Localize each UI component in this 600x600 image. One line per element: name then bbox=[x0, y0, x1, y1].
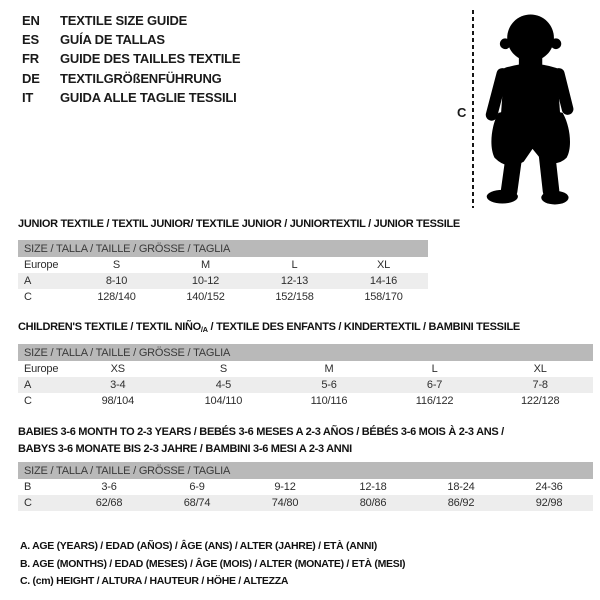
age-cell: 8-10 bbox=[72, 273, 161, 289]
table-row bbox=[18, 257, 428, 273]
table-row bbox=[18, 289, 428, 305]
height-cell: 152/158 bbox=[275, 291, 314, 303]
size-cell: M bbox=[201, 259, 210, 271]
size-cell: M bbox=[324, 363, 334, 375]
table-header-row bbox=[18, 462, 593, 479]
language-code: EN bbox=[22, 13, 40, 28]
footnote-c: C. (cm) HEIGHT / ALTURA / HAUTEUR / HÖHE / ALTEZZA bbox=[20, 575, 289, 587]
size-cell: XL bbox=[376, 259, 391, 271]
height-cell: 80/86 bbox=[329, 495, 417, 511]
table-row bbox=[18, 273, 428, 289]
age-cell: 3-6 bbox=[101, 481, 117, 493]
size-header-cell: SIZE / TALLA / TAILLE / GRÖSSE / TAGLIA bbox=[18, 344, 593, 361]
size-cell: XS bbox=[110, 363, 125, 375]
babies-size-table bbox=[18, 462, 593, 511]
height-cell: 116/122 bbox=[415, 395, 454, 407]
size-cell: S bbox=[219, 363, 227, 375]
height-cell: 62/68 bbox=[65, 495, 153, 511]
language-label: TEXTILE SIZE GUIDE bbox=[60, 13, 188, 28]
size-cell: S bbox=[112, 259, 121, 271]
height-cell: 104/110 bbox=[204, 395, 243, 407]
row-label-cell: Europe bbox=[24, 259, 59, 271]
age-cell: 6-7 bbox=[382, 377, 488, 393]
height-cell: 110/116 bbox=[310, 395, 348, 407]
title-part: / TEXTILE DES ENFANTS / KINDERTEXTIL / BAMBINI TESSILE bbox=[207, 321, 520, 333]
height-cell: 92/98 bbox=[505, 495, 593, 511]
row-label-cell: A bbox=[18, 377, 65, 393]
footnotes bbox=[20, 538, 405, 591]
language-code: IT bbox=[22, 89, 34, 105]
babies-title-line2: BABYS 3-6 MONATE BIS 2-3 JAHRE / BAMBINI 3-6 MESI A 2-3 ANNI bbox=[18, 442, 352, 455]
babies-title-line1: BABIES 3-6 MONTH TO 2-3 YEARS / BEBÉS 3-6 MESES A 2-3 AÑOS / BÉBÉS 3-6 MOIS À 2-3 ANS / bbox=[18, 426, 504, 438]
height-cell: 122/128 bbox=[521, 395, 560, 407]
babies-table-title bbox=[18, 424, 504, 457]
age-cell: 24-36 bbox=[535, 481, 563, 493]
size-header-cell: SIZE / TALLA / TAILLE / GRÖSSE / TAGLIA bbox=[18, 462, 593, 479]
table-row bbox=[18, 377, 593, 393]
size-cell: L bbox=[431, 363, 438, 375]
size-header-cell: SIZE / TALLA / TAILLE / GRÖSSE / TAGLIA bbox=[18, 240, 428, 257]
height-cell: 158/170 bbox=[364, 291, 403, 303]
table-row bbox=[18, 393, 593, 409]
age-cell: 6-9 bbox=[189, 481, 205, 493]
age-cell: 3-4 bbox=[65, 377, 171, 393]
height-cell: 98/104 bbox=[101, 395, 135, 407]
language-label: TEXTILGRÖßENFÜHRUNG bbox=[60, 70, 222, 86]
height-cell: 68/74 bbox=[153, 495, 241, 511]
age-cell: 12-18 bbox=[359, 481, 387, 493]
children-size-table bbox=[18, 344, 593, 409]
junior-size-table bbox=[18, 240, 428, 305]
height-cell: 86/92 bbox=[417, 495, 505, 511]
size-cell: XL bbox=[533, 363, 547, 375]
language-label: GUÍA DE TALLAS bbox=[60, 32, 165, 48]
table-row bbox=[18, 361, 593, 377]
age-cell: 18-24 bbox=[447, 481, 475, 493]
junior-table-title: JUNIOR TEXTILE / TEXTIL JUNIOR/ TEXTILE JUNIOR / JUNIORTEXTIL / JUNIOR TESSILE bbox=[18, 218, 460, 230]
table-row bbox=[18, 479, 593, 495]
language-label: GUIDA ALLE TAGLIE TESSILI bbox=[60, 89, 237, 105]
row-label-cell: A bbox=[18, 273, 72, 289]
age-cell: 12-13 bbox=[250, 273, 339, 289]
age-cell: 4-5 bbox=[171, 377, 277, 393]
row-label-cell: C bbox=[18, 495, 65, 511]
row-label-cell: C bbox=[24, 395, 32, 407]
table-header-row bbox=[18, 344, 593, 361]
language-code: ES bbox=[22, 32, 39, 48]
height-cell: 74/80 bbox=[241, 495, 329, 511]
language-label: GUIDE DES TAILLES TEXTILE bbox=[60, 51, 241, 67]
row-label-cell: Europe bbox=[24, 363, 59, 375]
row-label-cell: B bbox=[24, 481, 32, 493]
size-cell: L bbox=[291, 259, 298, 271]
footnote-b: B. AGE (MONTHS) / EDAD (MESES) / ÂGE (MOIS) / ALTER (MONATE) / ETÀ (MESI) bbox=[20, 557, 406, 570]
title-part: CHILDREN'S TEXTILE / TEXTIL NIÑO bbox=[18, 321, 201, 333]
height-cell: 140/152 bbox=[186, 291, 225, 303]
age-cell: 5-6 bbox=[276, 377, 382, 393]
baby-silhouette bbox=[477, 9, 589, 209]
height-measure-line bbox=[472, 10, 474, 208]
table-header-row bbox=[18, 240, 428, 257]
age-cell: 14-16 bbox=[339, 273, 428, 289]
height-measure-label: C bbox=[457, 105, 467, 120]
language-code: FR bbox=[22, 51, 39, 67]
age-cell: 9-12 bbox=[274, 481, 296, 493]
title-subscript: /A bbox=[200, 325, 208, 334]
age-cell: 10-12 bbox=[161, 273, 250, 289]
age-cell: 7-8 bbox=[487, 377, 593, 393]
row-label-cell: C bbox=[24, 291, 32, 303]
height-cell: 128/140 bbox=[97, 291, 136, 303]
language-code: DE bbox=[22, 70, 40, 86]
children-table-title bbox=[18, 321, 520, 334]
footnote-a: A. AGE (YEARS) / EDAD (AÑOS) / ÂGE (ANS) / ALTER (JAHRE) / ETÀ (ANNI) bbox=[20, 540, 377, 552]
table-row bbox=[18, 495, 593, 511]
language-list bbox=[22, 11, 240, 107]
